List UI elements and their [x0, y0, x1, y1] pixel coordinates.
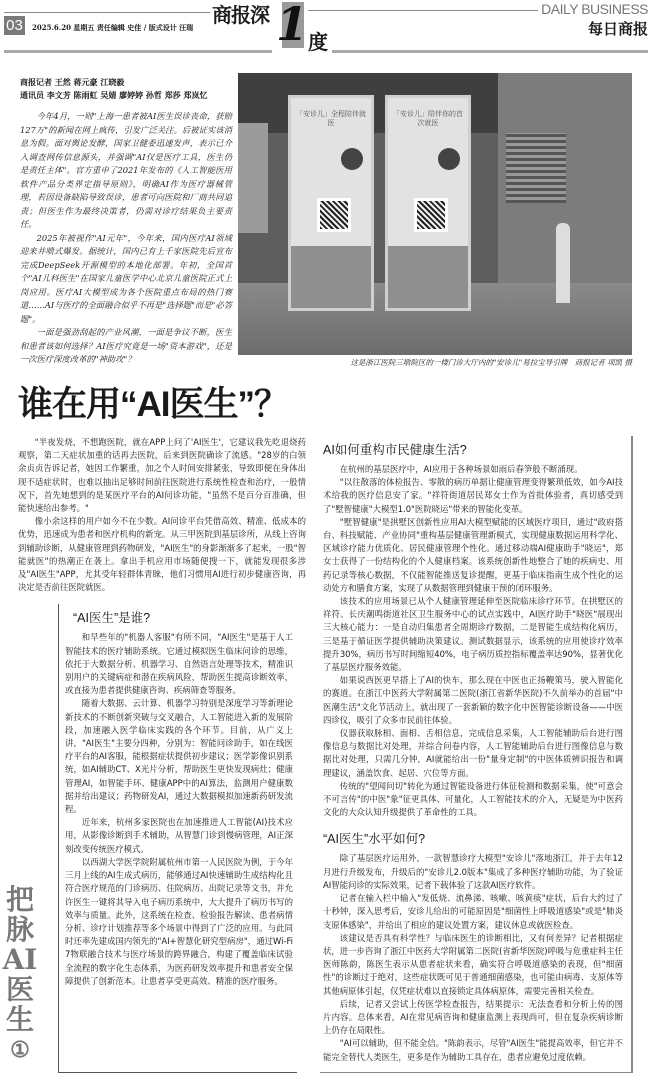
banner-doctor-figure	[341, 148, 363, 170]
right-paragraph: 传统的"望闻问切"转化为通过智能设备进行体征检测和数据采集，使"可意会不可言传"的中医"象"征更具体、可量化，人工智能技术的介入，无疑是为中医药文化的大众认知升级提供了革命性的工具。	[323, 780, 623, 818]
header-rule-right	[332, 50, 648, 53]
photo-column	[238, 73, 632, 368]
banner-right-text: 「安诊儿」陪伴你的首次就医	[393, 110, 463, 127]
bottom-section	[0, 436, 652, 1073]
subheading-how: AI如何重构市民健康生活?	[323, 443, 467, 457]
brand-logo: 每日商报	[587, 20, 648, 38]
right-text-2	[323, 852, 623, 1063]
intro-paragraph: 今年4月，一则"上海一患者被AI医生误诊丧命，获赔127万"的新闻在网上疯传，引发广泛关注。后被证实该消息为假。面对舆论发酵，国家卫健委迅速发声，表示已介入调查网传信息源头，并强调"AI仅是医疗工具，医生仍是责任主体"。官方重申了2021年发布的《人工智能医用软件产品分类界定指导原则》，明确AI作为医疗器械管理，若因设备缺陷导致误诊，患者可向医院和厂商共同追责；但医生作为最终决策者，仍需对诊疗结果负主要责任。	[20, 111, 232, 229]
middle-paragraph: 和早些年的"机器人客服"有所不同，"AI医生"是基于人工智能技术的医疗辅助系统。它通过模拟医生临床问诊的思维，依托于大数据分析、机器学习、自然语言处理等技术，精准识别用户的关键病症和潜在疾病风险，帮助医生提高诊断效率，或直接为患者提供健康咨询、疾病筛查等服务。	[65, 632, 293, 696]
middle-paragraph: 随着大数据、云计算、机器学习特别是深度学习等新理论新技术的不断创新突破与交叉融合，人工智能进入新的发展阶段，加速融入医学临床实践的各个环节。目前，从广义上讲，"AI医生"主要分四种，分别为：智能问诊助手，如在线医疗平台的AI客服，能根据症状提供初步建议；医学影像识别系统，如AI辅助CT、X光片分析，帮助医生更快发现病灶；健康管理AI，如智能手环、健康APP中的AI算法，监测用户健康数据并给出建议；药物研发AI，通过大数据模拟加速新药研发流程。	[65, 698, 293, 815]
byline	[20, 76, 232, 102]
right-text	[323, 463, 623, 819]
header-rule-top	[4, 12, 210, 13]
right-paragraph: 该技术的应用场景已从个人健康管理延伸至医院临床诊疗环节。在拱墅区的祥符、长庆潮鸣街道社区卫生服务中心的试点实践中，AI医疗助手"晓医"展现出三大核心能力：一是自动归集患者全周期诊疗数据，二是智能生成结构化病历，三是基于循证医学提供辅助决策建议。测试数据显示，该系统的应用使诊疗效率提升30%，病历书写时间缩短40%，电子病历质控指标覆盖率达90%，显著优化了基层医疗服务效能。	[323, 596, 623, 673]
banner-left-text: 「安诊儿」全程陪伴就医	[296, 110, 366, 127]
series-number: ①	[10, 1036, 30, 1063]
headline: 谁在用“AI医生”？	[18, 385, 289, 424]
header-rule-right-top	[308, 10, 538, 11]
lead-paragraph: 像小余这样的用户如今不在少数。AI问诊平台凭借高效、精准、低成本的优势，迅速成为患者和医疗机构的新宠。从三甲医院到基层诊所，从线上咨询到辅助诊断，从健康管理到药物研发，"AI医生"的身影渐渐多了起来，一股"智能就医"的热潮正在袭上。拿出手机应用市场随便搜一下，就能发现很多涉及"AI医生"APP，尤其受年轻群体青睐，他们习惯用AI进行初步健康咨询，再决定是否前往医院就医。	[18, 516, 306, 593]
banner-doctor-figure	[438, 148, 460, 170]
subheading-level: “AI医生”水平如何?	[323, 832, 426, 847]
middle-paragraph: 以西湖大学医学院附属杭州市第一人民医院为例，于今年三月上线的AI生成式病历，能够通过AI快速辅助生成结构化且符合医疗规范的门诊病历、住院病历、出院记录等文书，并允许医生一键将其导入电子病历系统中，大大提升了病历书写的效率与质量。此外，这系统在检查、检验报告解读、患者病情分析、诊疗计划推荐等多个场景中得到了广泛的应用。与此同时还率先建成国内领先的"AI+智慧化研究型病房"，通过Wi-Fi 7物联融合技术与医疗场景的跨界融合，构建了覆盖临床试验全流程的数字化生态体系，为医药研发效率提升和患者安全保障提供了创新范本。让患者享受更高效、精准的医疗服务。	[65, 856, 293, 986]
photo-side-poster	[238, 123, 268, 233]
intro-column	[20, 76, 232, 367]
lead-text	[18, 436, 306, 594]
series-title-char: 生	[5, 1002, 34, 1036]
left-columns	[2, 436, 308, 1073]
right-paragraph: 如果说西医更早搭上了AI的快车，那么现在中医也正扬鞭策马，驶入智能化的赛道。在浙江中医药大学附属第二医院(浙江省新华医院)不久前举办的首届"中医潮生活"文化节活动上，就出现了一套新颖的数字化中医智能诊断设备——中医四诊仪，吸引了众多市民前往体验。	[323, 675, 623, 725]
top-section	[20, 76, 652, 368]
photo-lattice	[506, 133, 566, 203]
right-paragraph: 记者在输入栏中输入"发低烧、流鼻涕、咳嗽、咳黄痰"症状，后台大约过了十秒钟，深入思考后，安诊儿给出的可能原因是"细菌性上呼吸道感染"或是"肺炎支原体感染"，并给出了相应的建议处置方案，建议休息或就医检查。	[323, 893, 623, 930]
photo-person	[556, 223, 570, 303]
right-paragraph: "AI可以辅助，但不能全信。"陈韵表示，尽管"AI医生"能提高效率，但它并不能完全替代人类医生，更多是作为辅助工具存在，患者应避免过度依赖。	[323, 1038, 623, 1062]
header-rule-left	[4, 50, 272, 53]
intro-text	[20, 110, 232, 367]
right-paragraph: 除了基层医疗运用外，一款智慧诊疗大模型"安诊儿"落地浙江，并于去年12月进行升级发布，升级后的"安诊儿2.0版本"集成了多种医疗辅助功能，为了验证AI智能问诊的实际效果，记者下载体验了这款AI医疗软件。	[323, 853, 623, 890]
qr-code-icon	[414, 198, 448, 232]
page-number: 03	[4, 16, 25, 35]
intro-paragraph: 2025年被视作"AI元年"，今年来，国内医疗AI领域迎来井喷式爆发。据统计，国内已有上千家医院先后宣布完成DeepSeek开源模型的本地化部署。年初，全国首个"AI儿科医生"在国家儿童医学中心北京儿童医院正式上岗应用。医疗AI大模型成为各个医院重点布局的热门赛道……AI与医疗的全面融合似乎不再是"选择题"而是"必答题"。	[20, 232, 232, 324]
right-column	[320, 436, 633, 1073]
byline-correspondents: 通讯员 李文芳 陈雨虹 吴婧 廖婷婷 孙哲 郑莎 郑岚忆	[20, 91, 208, 100]
right-paragraph: "以往散落的体检报告、零散的病历单据让健康管理变得繁琐低效，如今AI技术给我的医疗信息安了家。"祥符街道居民郑女士作为首批体验者，真切感受到了"墅智健康"大模型1.0"医院晓运"带来的智能化变革。	[323, 477, 623, 514]
qr-code-icon	[317, 198, 351, 232]
series-title-vertical	[0, 882, 40, 1073]
section-title-suffix: 度	[308, 30, 328, 54]
banner-right	[385, 95, 471, 311]
right-paragraph: 后续，记者又尝试上传医学检查报告，结果提示：无法查看和分析上传的图片内容。总体来看，AI在常见病咨询和健康监测上表现尚可，但在复杂疾病诊断上仍存在局限性。	[323, 998, 623, 1036]
series-title-char: 把	[5, 882, 34, 916]
banner-band	[291, 246, 371, 308]
banner-band	[388, 246, 468, 308]
date-editor-line: 2025.6.20 星期五 责任编辑 史佳 / 版式设计 汪瑞	[32, 23, 194, 32]
right-paragraph: 仪器获取脉相、面相、舌相信息，完成信息采集，人工智能辅助后台进行图像信息与数据比对处理，并综合问卷内容，人工智能辅助后台进行图像信息与数据比对处理，只需几分钟，AI就能给出一份"量身定制"的中医体质辨识报告和调理建议，涵盖饮食、起居、穴位等方面。	[323, 728, 623, 778]
right-paragraph: 在杭州的基层医疗中，AI应用于各种场景如雨后春笋般不断涌现。	[339, 464, 583, 474]
brand-english: DAILY BUSINESS	[541, 1, 648, 17]
subheading-who: “AI医生”是谁?	[73, 611, 151, 626]
intro-paragraph: 一面是强劲刮起的产业风潮，一面是争议不断，医生和患者该如何选择？AI医疗究竟是一场"资本游戏"，还是一次医疗深度改革的"神助攻"？	[20, 327, 232, 364]
photo-caption: 这是浙江医院三墩院区的一楼门诊大厅内的"安诊儿"易拉宝导引牌 商报记者 项凯 摄	[350, 358, 632, 367]
section-title: 商报深	[212, 3, 269, 27]
news-photo	[238, 73, 632, 355]
lead-paragraph: "半夜发烧，不想跑医院，就在APP上问了'AI医生'，它建议我先吃退烧药观察，第二天症状加重的话再去医院，后来到医院确诊了流感。"28岁的白领余贞贞告诉记者，她因工作繁重，加之个人时间安排紧张，导致即便在身体出现不适症状时，也难以抽出足够时间前往医院进行系统性检查和治疗，一般情况下，首先她想到的是某医疗平台的AI问诊功能，"虽然不是百分百准确，但能快速给出参考。"	[18, 437, 306, 514]
right-paragraph: 该建议是否具有科学性？与临床医生的诊断相比，又有何差异？记者根据症状，进一步咨询了浙江中医药大学附属第二医院(省新华医院)呼吸与危重症科主任医师陈韵，陈医生表示从患者症状来看，确实符合呼吸道感染的表现，但"细菌性"的诊断过于绝对，这些症状既可见于普通细菌感染，也可能由病毒、支原体等其他病原体引起，仅凭症状难以直接锁定具体病原体，需要完善相关检查。	[323, 932, 623, 996]
middle-row	[0, 604, 308, 1072]
middle-text	[65, 631, 293, 987]
series-title-char: 脉	[5, 912, 34, 946]
middle-column	[58, 604, 297, 1072]
banner-left	[288, 95, 374, 311]
right-paragraph: "墅智健康"是拱墅区创新性应用AI大模型赋能的区域医疗项目，通过"政府搭台、科技赋能、产业协同"重构基层健康管理新模式，实现健康数据运用科学化、区域诊疗能力优质化、居民健康管理个性化。通过移动端AI健康助手"晓运"，郑女士获得了一份结构化的个人健康档案。该系统创新性地整合了她的疾病史、用药记录等核心数据，不仅能智能推送复诊提醒，更基于临床指南生成个性化的运动处方和膳食方案，实现了从数据管理到健康干预的闭环服务。	[323, 516, 623, 593]
middle-paragraph: 近年来，杭州多家医院也在加速推进人工智能(AI)技术应用，从影像诊断到手术辅助，从智慧门诊到慢病管理，AI正深刻改变传统医疗模式。	[65, 817, 293, 854]
series-title-char: AI	[2, 942, 38, 976]
section-number: 1	[276, 0, 309, 51]
byline-reporters: 商报记者 王然 蒋元豪 江晓毅	[20, 78, 125, 87]
page-header	[0, 0, 652, 58]
series-title-char: 医	[5, 972, 34, 1006]
